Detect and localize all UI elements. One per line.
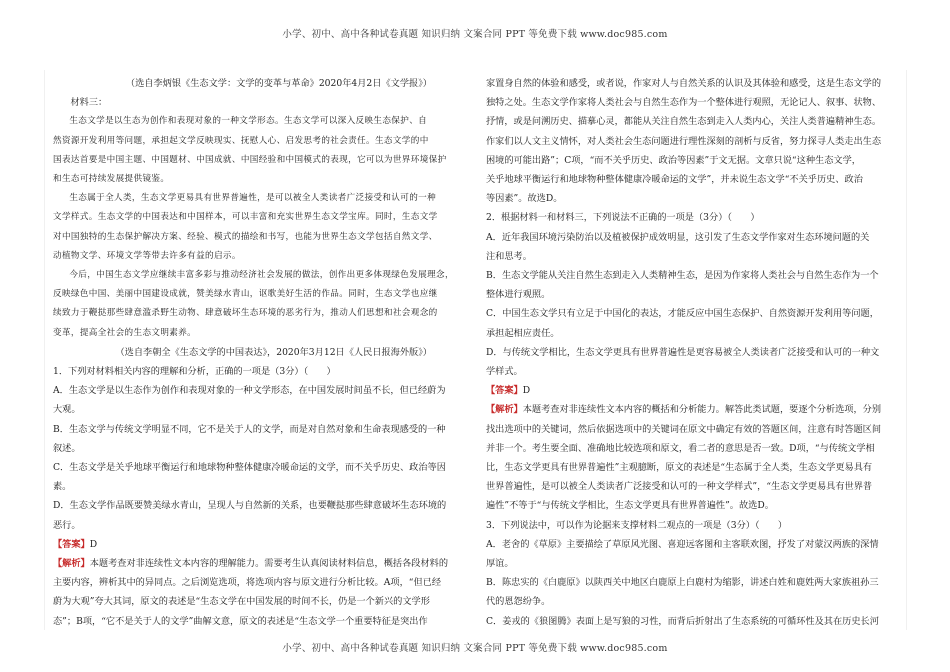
line-text: 注和思考。 <box>486 250 532 262</box>
line-text: 蔚为大观”夸大其词，原文的表述是“生态文学在中国发展的时间不长，仍是一个新兴的文学形 <box>53 596 430 608</box>
line-text: 并非一个。考生要全面、准确地比较选项和原文，看二者的意思是否一致。D项，“与传统文学相 <box>486 442 875 454</box>
line-text: 国表达首要是中国主题、中国题材、中国成就、中国经验和中国模式的表现，它可以为世界环境保护 <box>53 154 447 165</box>
text-line <box>53 74 458 93</box>
text-line <box>486 592 891 611</box>
text-line <box>53 439 458 458</box>
text-line <box>53 362 458 381</box>
text-line <box>53 381 458 400</box>
line-text: 等因素”。故选D。 <box>486 193 563 205</box>
text-line <box>53 477 458 496</box>
line-text: （选自李朝全《生态文学的中国表达》，2020年3月12日《人民日报海外版》） <box>115 346 432 358</box>
line-text: C．生态文学是关乎地球平衡运行和地球物种整体健康冷暖命运的文学，而不关乎历史、政治等因 <box>53 462 446 474</box>
text-line <box>486 496 891 515</box>
text-line <box>53 592 458 611</box>
line-text: 动植物文学、环境文学等带去许多有益的启示。 <box>53 250 241 261</box>
line-text: 大观。 <box>53 404 81 416</box>
line-text: 反映绿色中国、美丽中国建设成就，赞美绿水青山，讴歌美好生活的作品。同时，生态文学也应继 <box>53 289 438 300</box>
line-text: 家置身自然的体验和感受，或者说，作家对人与自然关系的认识及其体验和感受，这是生态文学的 <box>486 78 882 89</box>
line-text: 变革，提高全社会的生态文明素养。 <box>53 327 197 338</box>
text-line <box>486 132 891 151</box>
text-line <box>486 554 891 573</box>
line-text: 抒情，或是问溯历史、描摹心灵，都能从关注自然生态到走入人类内心，关注人类普遍精神生态。 <box>486 116 882 128</box>
line-text: 生态文学是以生态为创作和表现对象的一种文学形态。生态文学可以深入反映生态保护、自 <box>69 116 428 127</box>
line-text: A．老舍的《草原》主要描绘了草原风光图、喜迎远客图和主客联欢图，抒发了对蒙汉两族的深情 <box>486 538 879 550</box>
line-text: 代的恩怨纷争。 <box>486 596 551 608</box>
text-line <box>486 516 891 535</box>
line-text: C．姜戎的《狼图腾》表面上是写狼的习性，而背后折射出了生态系统的可循环性及其在历史长河 <box>486 615 879 627</box>
text-line <box>53 458 458 477</box>
line-text: C．中国生态文学只有立足于中国化的表达，才能反应中国生态保护、自然资源开发利用等问题， <box>486 308 879 320</box>
text-line <box>53 112 458 131</box>
line-text: 整体进行观照。 <box>486 289 551 301</box>
line-text: D <box>89 538 98 550</box>
text-line <box>53 247 458 266</box>
left-text-column <box>53 74 458 631</box>
text-line <box>486 247 891 266</box>
text-line <box>53 170 458 189</box>
line-text: 对中国独特的生态保护解决方案、经验、模式的描绘和书写，也能为世界生态文学包括自然文学、 <box>53 231 438 242</box>
left-margin-line <box>44 70 45 630</box>
line-text: 困境的可能出路”；C项，“而不关乎历史、政治等因素”于文无据。文章只说“这种生态文学， <box>486 154 861 166</box>
text-line <box>486 477 891 496</box>
section-tag: 【解析】 <box>53 558 90 570</box>
line-text: 恶行。 <box>53 519 81 531</box>
text-line <box>53 93 458 112</box>
line-text: A．生态文学是以生态作为创作和表现对象的一种文学形态，在中国发展时间虽不长，但已经蔚为 <box>53 385 446 397</box>
line-text: 遍性”不等于“与传统文学相比，生态文学更具有世界普遍性”。故选D。 <box>486 500 774 512</box>
line-text: 材料三： <box>70 97 108 109</box>
line-text: 文学样式。生态文学的中国表达和中国样本，可以丰富和充实世界生态文学宝库。同时，生态文学 <box>53 212 438 223</box>
text-line <box>53 151 458 170</box>
line-text: 和生态可持续发展提供镜鉴。 <box>53 174 170 185</box>
line-text: 叙述。 <box>53 442 81 454</box>
line-text: B．陈忠实的《白鹿原》以陕西关中地区白鹿原上白鹿村为缩影，讲述白姓和鹿姓两大家族祖孙三 <box>486 577 879 589</box>
line-text: B．生态文学与传统文学明显不同，它不是关于人的文学，而是对自然对象和生命表现感受的一种 <box>53 423 446 435</box>
line-text: 厚谊。 <box>486 558 514 570</box>
text-line <box>486 189 891 208</box>
text-line <box>486 612 891 631</box>
line-text: （选自李炳银《生态文学：文学的变革与革命》2020年4月2日《文学报》） <box>125 78 432 89</box>
text-line <box>53 208 458 227</box>
text-line <box>486 170 891 189</box>
page-header: 小学、初中、高中各种试卷真题 知识归纳 文案合同 PPT 等免费下载 www.doc985.com <box>282 29 668 40</box>
section-tag: 【解析】 <box>486 404 523 416</box>
text-line <box>486 573 891 592</box>
line-text: D <box>522 385 531 397</box>
text-line <box>486 343 891 362</box>
text-line <box>486 362 891 381</box>
text-line <box>486 266 891 285</box>
line-text: D．与传统文学相比，生态文学更具有世界普遍性是更容易被全人类读者广泛接受和认可的一种文 <box>486 346 880 358</box>
text-line <box>486 324 891 343</box>
line-text: B．生态文学能从关注自然生态到走入人类精神生态，是因为作家将人类社会与自然生态作为一个 <box>486 270 879 282</box>
line-text: 本题考查对非连续性文本内容的理解能力。需要考生认真阅读材料信息，概括各段材料的 <box>89 558 449 570</box>
line-text: 3．下列说法中，可以作为论据来支撑材料二观点的一项是（3分）（ ） <box>486 519 788 531</box>
text-line <box>486 228 891 247</box>
line-text: 比，生态文学更具有世界普遍性”主观臆断，原文的表述是“生态属于全人类，生态文学更易具有 <box>486 462 873 474</box>
line-text: 1．下列对材料相关内容的理解和分析，正确的一项是（3分）（ ） <box>53 366 336 378</box>
text-line <box>53 132 458 151</box>
text-line <box>53 612 458 631</box>
text-line <box>486 285 891 304</box>
text-line <box>486 381 891 400</box>
line-text: 承担起相应责任。 <box>486 327 560 339</box>
line-text: 学样式。 <box>486 366 523 378</box>
section-tag: 【答案】 <box>486 385 523 397</box>
text-line <box>486 439 891 458</box>
text-line <box>53 420 458 439</box>
text-line <box>53 343 458 362</box>
text-line <box>486 535 891 554</box>
text-line <box>486 112 891 131</box>
text-line <box>486 304 891 323</box>
line-text: 续致力于鞭挞那些肆意滥杀野生动物、肆意破坏生态环境的恶劣行为，推动人们思想和社会观念的 <box>53 308 438 319</box>
line-text: A．近年我国环境污染防治以及植被保护成效明显，这引发了生态文学作家对生态环境问题的关 <box>486 231 870 243</box>
text-line <box>486 420 891 439</box>
text-line <box>53 266 458 285</box>
line-text: 找出选项中的关键词，然后依据选项中的关键词在原文中确定有效的答题区间，注意有时答题区间 <box>486 423 882 435</box>
text-line <box>53 228 458 247</box>
text-line <box>486 93 891 112</box>
line-text: 独特之处。生态文学作家将人类社会与自然生态作为一个整体进行观照，无论记人、叙事、状物、 <box>486 97 882 109</box>
right-margin-line <box>906 70 907 630</box>
text-line <box>486 74 891 93</box>
text-line <box>53 189 458 208</box>
text-line <box>53 285 458 304</box>
text-line <box>53 573 458 592</box>
text-line <box>53 554 458 573</box>
page-footer: 小学、初中、高中各种试卷真题 知识归纳 文案合同 PPT 等免费下载 www.doc985.com <box>282 643 668 654</box>
section-tag: 【答案】 <box>53 538 90 550</box>
text-line <box>53 400 458 419</box>
line-text: 主要内容，辨析其中的异同点。之后浏览选项，将选项内容与原文进行分析比较。A项，“但已经 <box>53 577 442 589</box>
text-line <box>53 535 458 554</box>
text-line <box>486 151 891 170</box>
line-text: 关乎地球平衡运行和地球物种整体健康冷暖命运的文学”，并未说生态文学“不关乎历史、政治 <box>486 174 863 186</box>
text-line <box>53 304 458 323</box>
line-text: D．生态文学作品既要赞美绿水青山，呈现人与自然新的关系，也要鞭挞那些肆意破坏生态环境的 <box>53 500 447 512</box>
line-text: 本题考查对非连续性文本内容的概括和分析能力。解答此类试题，要逐个分析选项，分别 <box>522 404 882 416</box>
text-line <box>486 400 891 419</box>
line-text: 生态属于全人类，生态文学更易具有世界普遍性，是可以被全人类读者广泛接受和认可的一种 <box>69 193 437 204</box>
text-line <box>53 324 458 343</box>
line-text: 然资源开发利用等问题，承担起文学反映现实、抚慰人心、启发思考的社会责任。生态文学的中 <box>53 135 429 146</box>
line-text: 素。 <box>53 481 72 493</box>
line-text: 态”；B项，“它不是关于人的文学”曲解文意，原文的表述是“生态文学一个重要特征是突出作 <box>53 615 428 627</box>
text-line <box>53 516 458 535</box>
line-text: 世界普遍性，是可以被全人类读者广泛接受和认可的一种文学样式”，“生态文学更易具有世界普 <box>486 481 873 493</box>
line-text: 2．根据材料一和材料三，下列说法不正确的一项是（3分）（ ） <box>486 212 760 224</box>
text-line <box>486 208 891 227</box>
text-line <box>53 496 458 515</box>
line-text: 作家们以人文主义情怀，对人类社会生态问题进行理性深刻的剖析与反省，努力探寻人类走出生态 <box>486 135 882 147</box>
text-line <box>486 458 891 477</box>
right-text-column <box>486 74 891 631</box>
line-text: 今后，中国生态文学应继续丰富多彩与推动经济社会发展的做法，创作出更多体现绿色发展理念， <box>69 270 454 281</box>
